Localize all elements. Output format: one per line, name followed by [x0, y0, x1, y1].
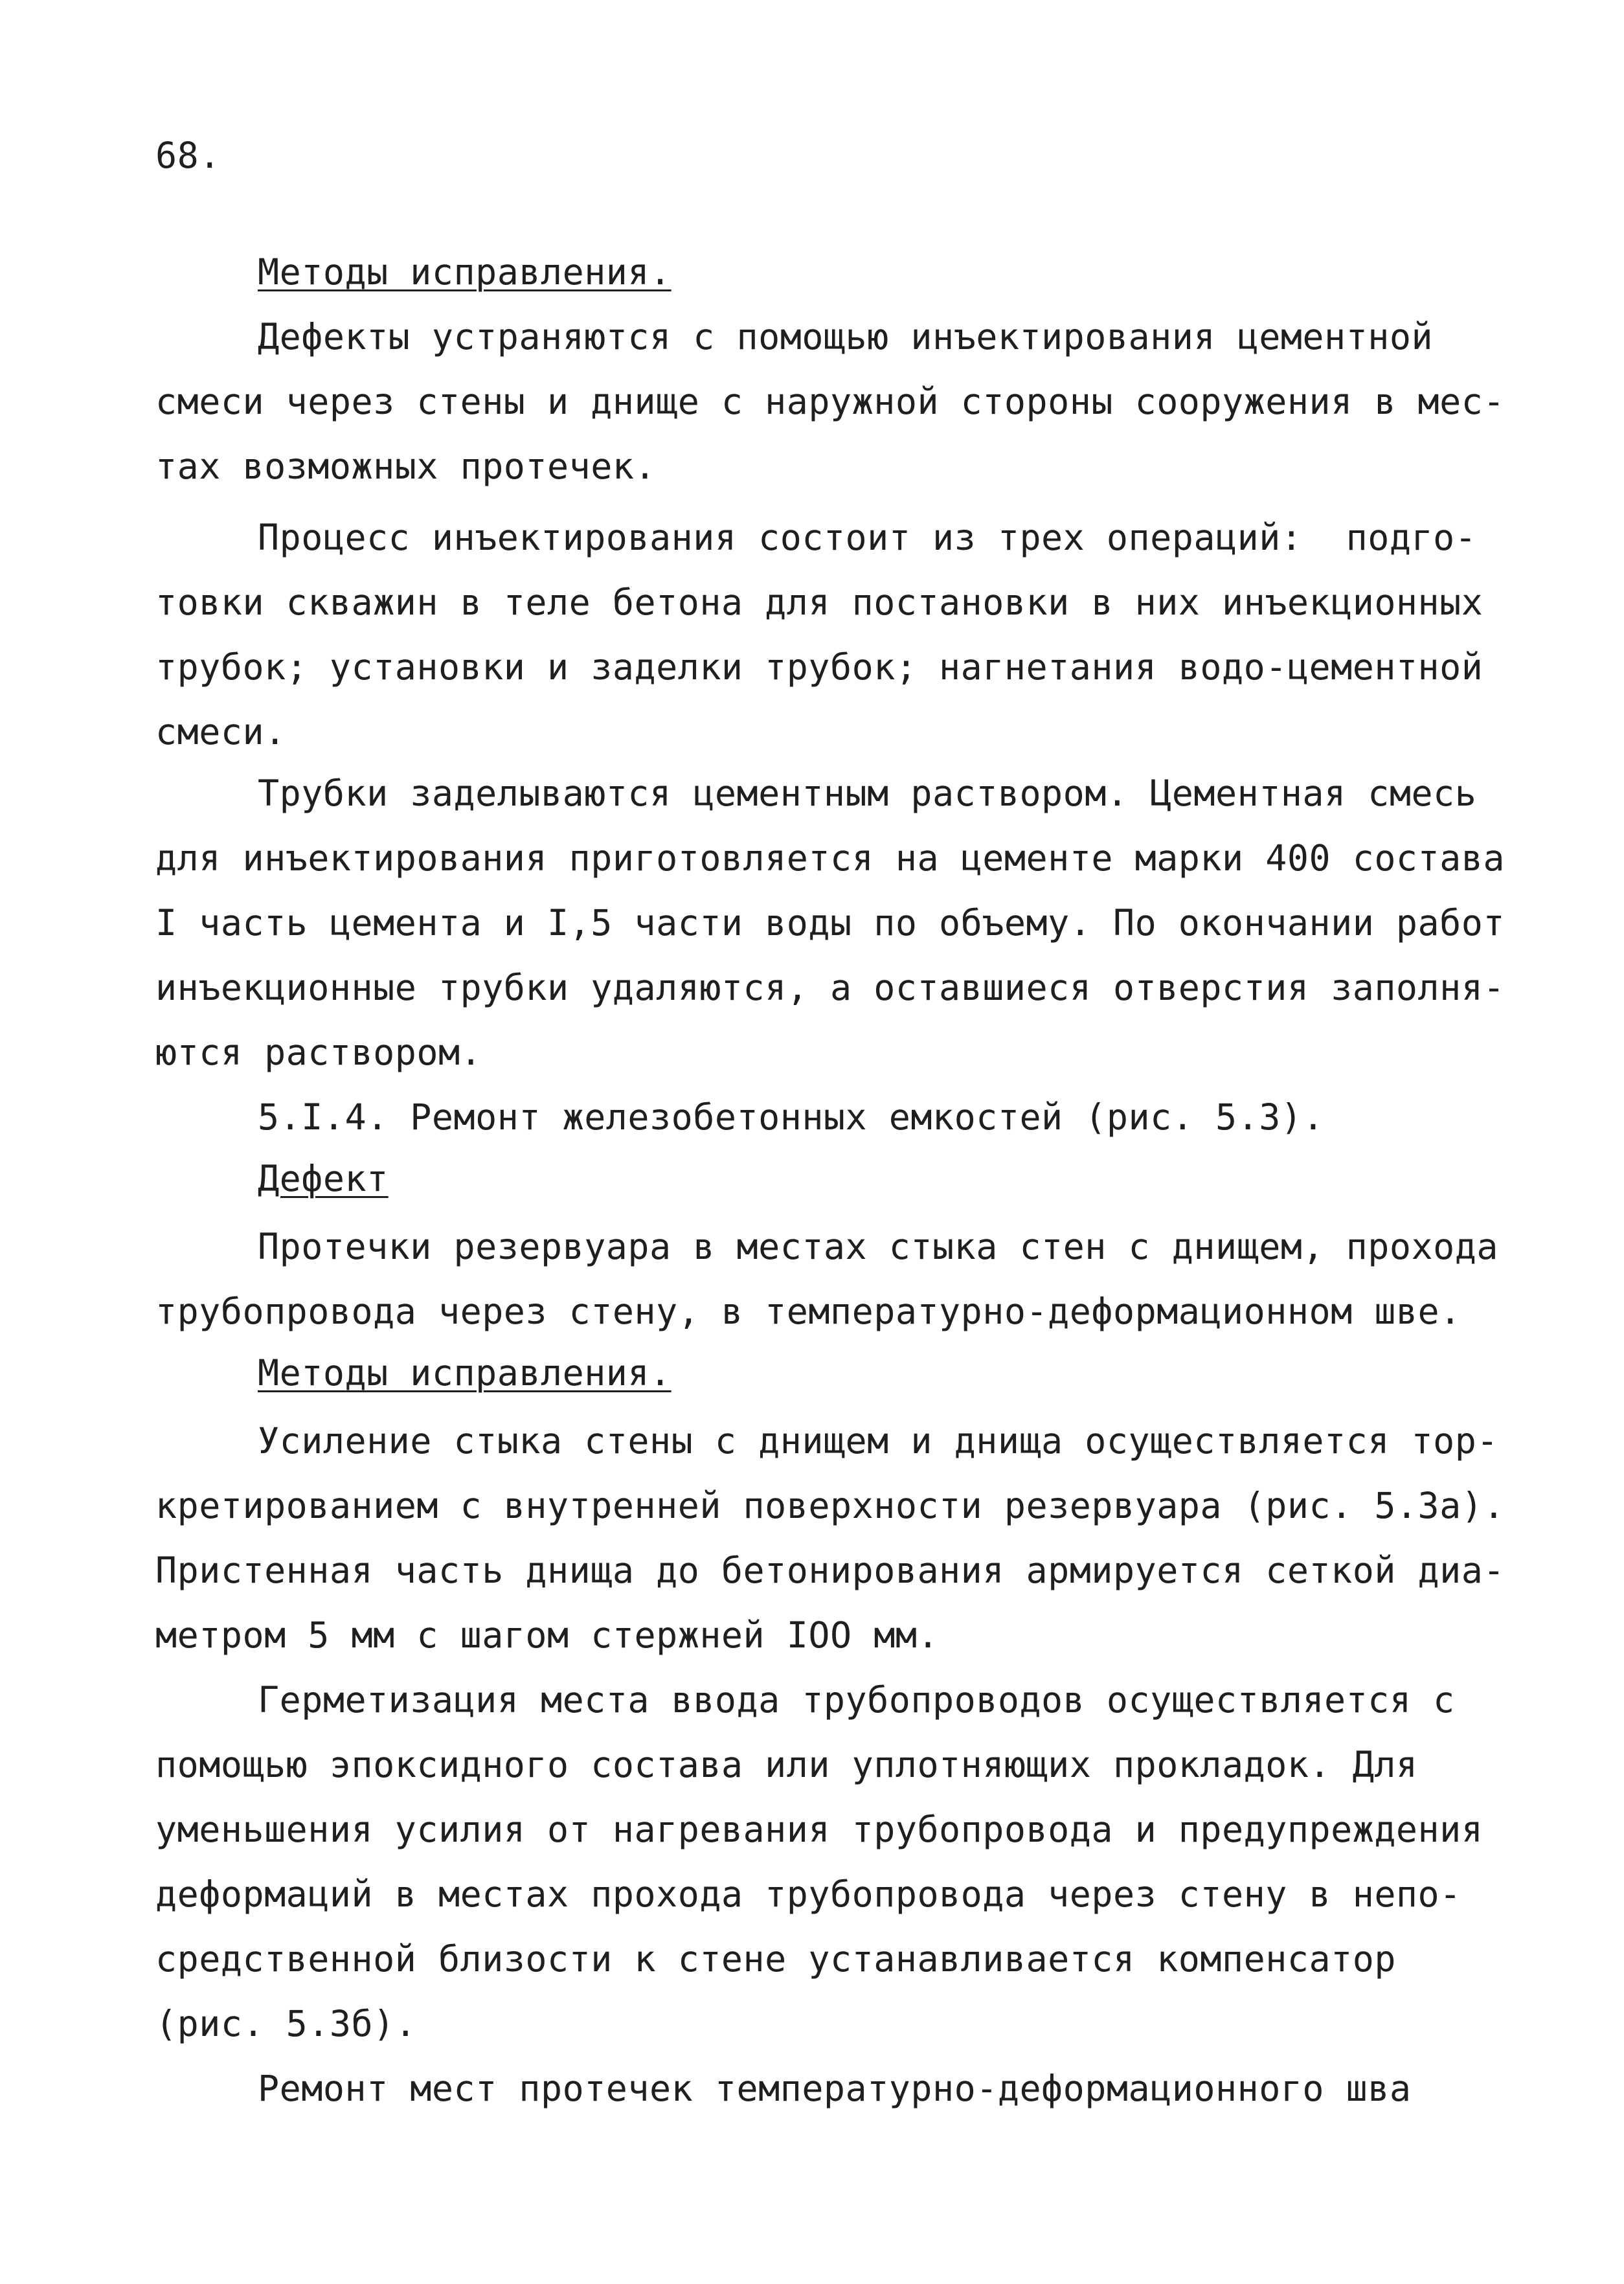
text-line: (рис. 5.3б). [155, 2003, 417, 2044]
text-line: уменьшения усилия от нагревания трубопровода и предупреждения [155, 1809, 1483, 1850]
text-line: Процесс инъектирования состоит из трех операций: подго- [258, 517, 1477, 558]
text-line: товки скважин в теле бетона для постановки в них инъекционных [155, 582, 1483, 623]
text-line: Трубки заделываются цементным раствором. Цементная смесь [258, 773, 1477, 814]
text-line: смеси через стены и днище с наружной стороны сооружения в мес- [155, 381, 1505, 422]
text-line: Усиление стыка стены с днищем и днища осуществляется тор- [258, 1420, 1498, 1462]
text-line: для инъектирования приготовляется на цементе марки 400 состава [155, 837, 1505, 879]
text-line: деформаций в местах прохода трубопровода через стену в непо- [155, 1873, 1461, 1915]
text-line: трубок; установки и заделки трубок; нагнетания водо-цементной [155, 646, 1483, 688]
text-line: Протечки резервуара в местах стыка стен с днищем, прохода [258, 1226, 1498, 1267]
text-line: ются раствором. [155, 1032, 482, 1073]
text-line: средственной близости к стене устанавливается компенсатор [155, 1938, 1396, 1980]
section-heading-methods: Методы исправления. [258, 251, 671, 293]
text-line: трубопровода через стену, в температурно-деформационном шве. [155, 1291, 1461, 1332]
text-line: смеси. [155, 711, 286, 752]
section-heading-defect: Дефект [258, 1158, 389, 1199]
text-line: Пристенная часть днища до бетонирования армируется сеткой диа- [155, 1550, 1505, 1591]
text-line: Ремонт мест протечек температурно-деформационного шва [258, 2068, 1412, 2109]
text-line: кретированием с внутренней поверхности резервуара (рис. 5.3а). [155, 1485, 1505, 1526]
text-line: тах возможных протечек. [155, 446, 657, 487]
text-line: Герметизация места ввода трубопроводов осуществляется с [258, 1679, 1455, 1721]
section-heading-repair: 5.I.4. Ремонт железобетонных емкостей (рис. 5.3). [258, 1096, 1325, 1138]
page-number: 68. [155, 135, 221, 176]
text-line: метром 5 мм с шагом стержней IOO мм. [155, 1614, 940, 1656]
section-heading-methods: Методы исправления. [258, 1352, 671, 1394]
text-line: помощью эпоксидного состава или уплотняющих прокладок. Для [155, 1744, 1418, 1785]
text-line: I часть цемента и I,5 части воды по объему. По окончании работ [155, 902, 1505, 944]
text-line: Дефекты устраняются с помощью инъектирования цементной [258, 316, 1434, 357]
text-line: инъекционные трубки удаляются, а оставшиеся отверстия заполня- [155, 967, 1505, 1008]
